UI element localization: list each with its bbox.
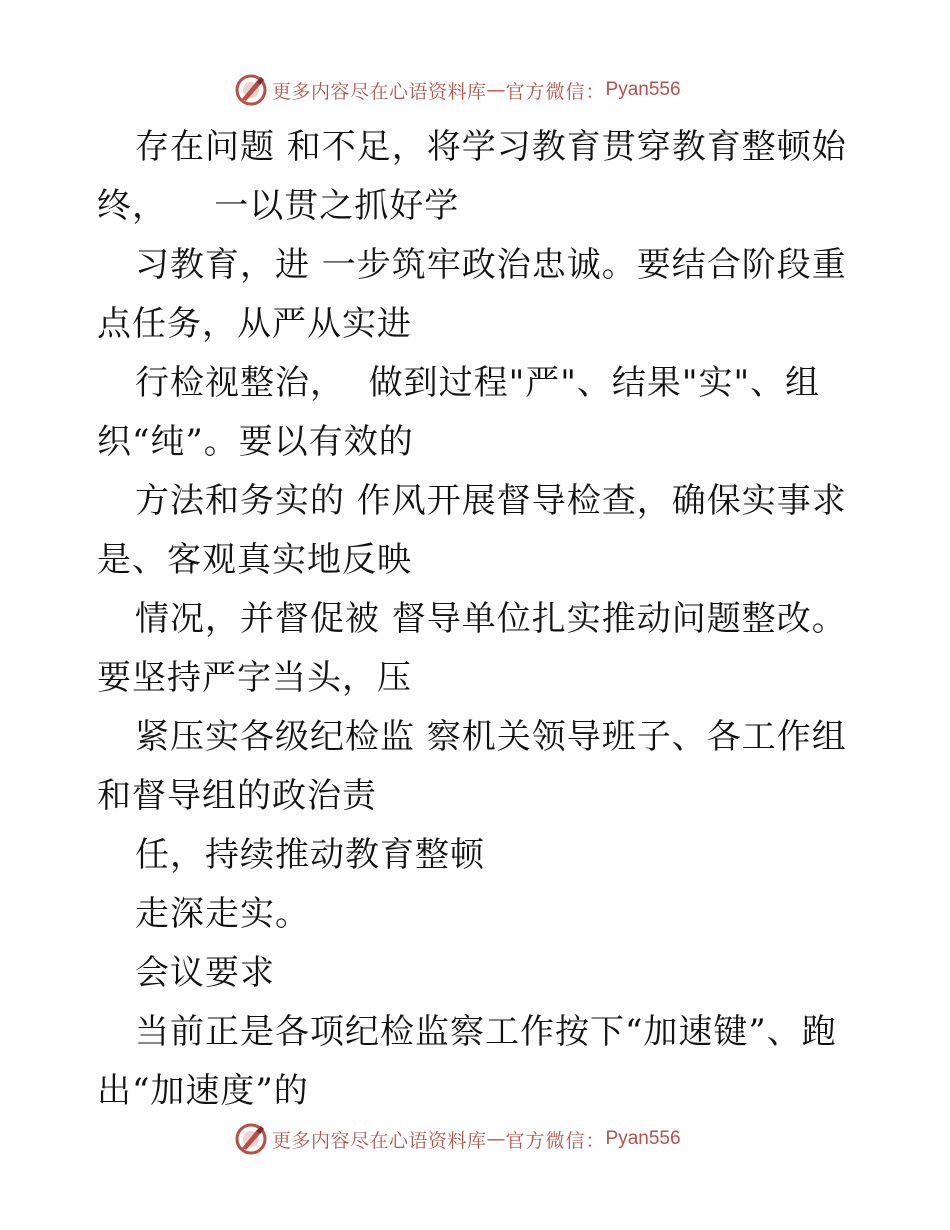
banner-brand-text: 更多内容尽在心语资料库 [272, 80, 487, 103]
text-line: 当前正是各项纪检监察工作按下“加速键”、跑 [135, 1012, 837, 1052]
text-line: 和督导组的政治责 [97, 776, 377, 816]
text-line: 终， 一以贯之抓好学 [97, 186, 460, 226]
text-line: 紧压实各级纪检监 察机关领导班子、各工作组 [135, 717, 847, 757]
text-line: 习教育，进 一步筑牢政治忠诚。要结合阶段重 [135, 245, 847, 285]
text-line: 情况，并督促被 督导单位扎实推动问题整改。 [135, 599, 847, 639]
pen-logo-icon [234, 1122, 268, 1156]
header-watermark-banner [234, 73, 681, 107]
banner-wechat-id: Pyan556 [605, 1128, 681, 1149]
text-line: 走深走实。 [135, 894, 310, 934]
text-line: 点任务，从严从实进 [97, 304, 412, 344]
text-line: 要坚持严字当头，压 [97, 658, 412, 698]
footer-watermark-banner [234, 1122, 681, 1156]
pen-logo-icon [234, 73, 268, 107]
text-line: 任，持续推动教育整顿 [135, 835, 485, 875]
document-body [97, 118, 877, 1121]
text-line: 存在问题 和不足，将学习教育贯穿教育整顿始 [135, 127, 847, 167]
banner-wechat-label: 官方微信： [505, 1129, 606, 1152]
banner-separator: — [486, 1128, 506, 1150]
text-line: 出“加速度”的 [97, 1071, 309, 1111]
text-line: 行检视整治， 做到过程"严"、结果"实"、组 [135, 363, 821, 403]
text-line: 织“纯”。要以有效的 [97, 422, 414, 462]
banner-brand-text: 更多内容尽在心语资料库 [272, 1129, 487, 1152]
text-line: 是、客观真实地反映 [97, 540, 412, 580]
section-heading: 会议要求 [135, 953, 275, 993]
banner-separator: — [486, 79, 506, 101]
banner-wechat-label: 官方微信： [505, 80, 606, 103]
banner-wechat-id: Pyan556 [605, 79, 681, 100]
text-line: 方法和务实的 作风开展督导检查，确保实事求 [135, 481, 847, 521]
